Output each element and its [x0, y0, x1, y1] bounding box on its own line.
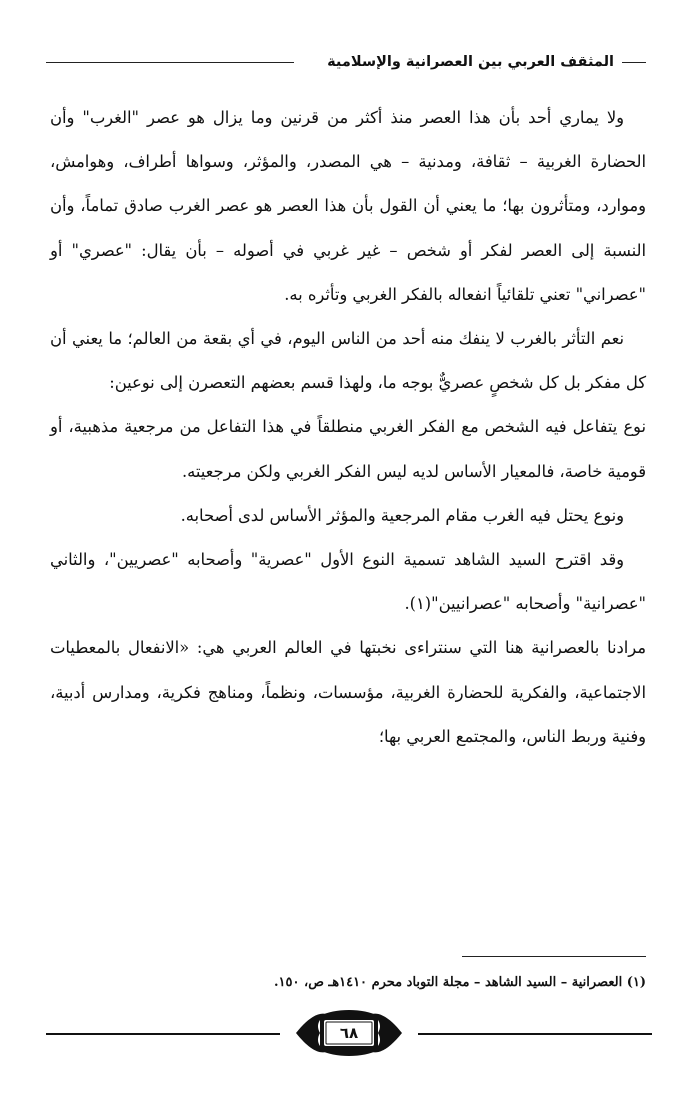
- paragraph: وقد اقترح السيد الشاهد تسمية النوع الأول "عصرية" وأصحابه "عصريين"، والثاني "عصرانية" وأصحابه "عصرانيين"(١).: [50, 550, 646, 614]
- paragraph: مرادنا بالعصرانية هنا التي سنتراءى نخبتها في العالم العربي هي: «الانفعال بالمعطيات الاجتماعية، والفكرية للحضارة الغربية، مؤسسات، ونظماً، ومناهج فكرية، ومدارس أدبية، وفنية وربط الناس، والمجتمع العربي بها؛: [50, 638, 646, 746]
- footnote: (١) العصرانية – السيد الشاهد – مجلة التوباد محرم ١٤١٠هـ ص، ١٥٠.: [273, 975, 646, 990]
- page-number: ٦٨: [339, 1024, 359, 1042]
- paragraph: ولا يماري أحد بأن هذا العصر منذ أكثر من قرنين وما يزال هو عصر "الغرب" وأن الحضارة الغربية – ثقافة، ومدنية – هي المصدر، والمؤثر، وسواها أطراف، وهوامش، وموارد، ومتأثرون بها؛ ما يعني أن القول بأن هذا العصر هو عصر الغرب صادق تماماً، وأن النسبة إلى العصر لفكر أو شخص – غير غربي في أصوله – بأن يقال: "عصري" أو "عصراني" تعني تلقائياً انفعاله بالفكر الغربي وتأثره به.: [50, 108, 646, 304]
- body-text: [50, 96, 646, 946]
- paragraph: نوع يتفاعل فيه الشخص مع الفكر الغربي منطلقاً في هذا التفاعل من مرجعية مذهبية، أو قومية خاصة، فالمعيار الأساس لديه ليس الفكر الغربي ولكن مرجعيته.: [50, 417, 646, 481]
- running-header: [46, 50, 646, 74]
- header-rule-left: [46, 62, 294, 63]
- paragraph: نعم التأثر بالغرب لا ينفك منه أحد من الناس اليوم، في أي بقعة من العالم؛ ما يعني أن كل مفكر بل كل شخصٍ عصريٌّ بوجه ما، ولهذا قسم بعضهم التعصرن إلى نوعين:: [50, 329, 646, 393]
- footer-rule-left: [46, 1033, 280, 1035]
- page-number-bar: [46, 1006, 652, 1058]
- paragraph: ونوع يحتل فيه الغرب مقام المرجعية والمؤثر الأساس لدى أصحابه.: [180, 505, 624, 525]
- running-header-title: المثقف العربي بين العصرانية والإسلامية: [327, 54, 614, 70]
- footer-rule-right: [418, 1033, 652, 1035]
- header-rule-right: [622, 62, 646, 63]
- footnote-divider: [462, 956, 646, 957]
